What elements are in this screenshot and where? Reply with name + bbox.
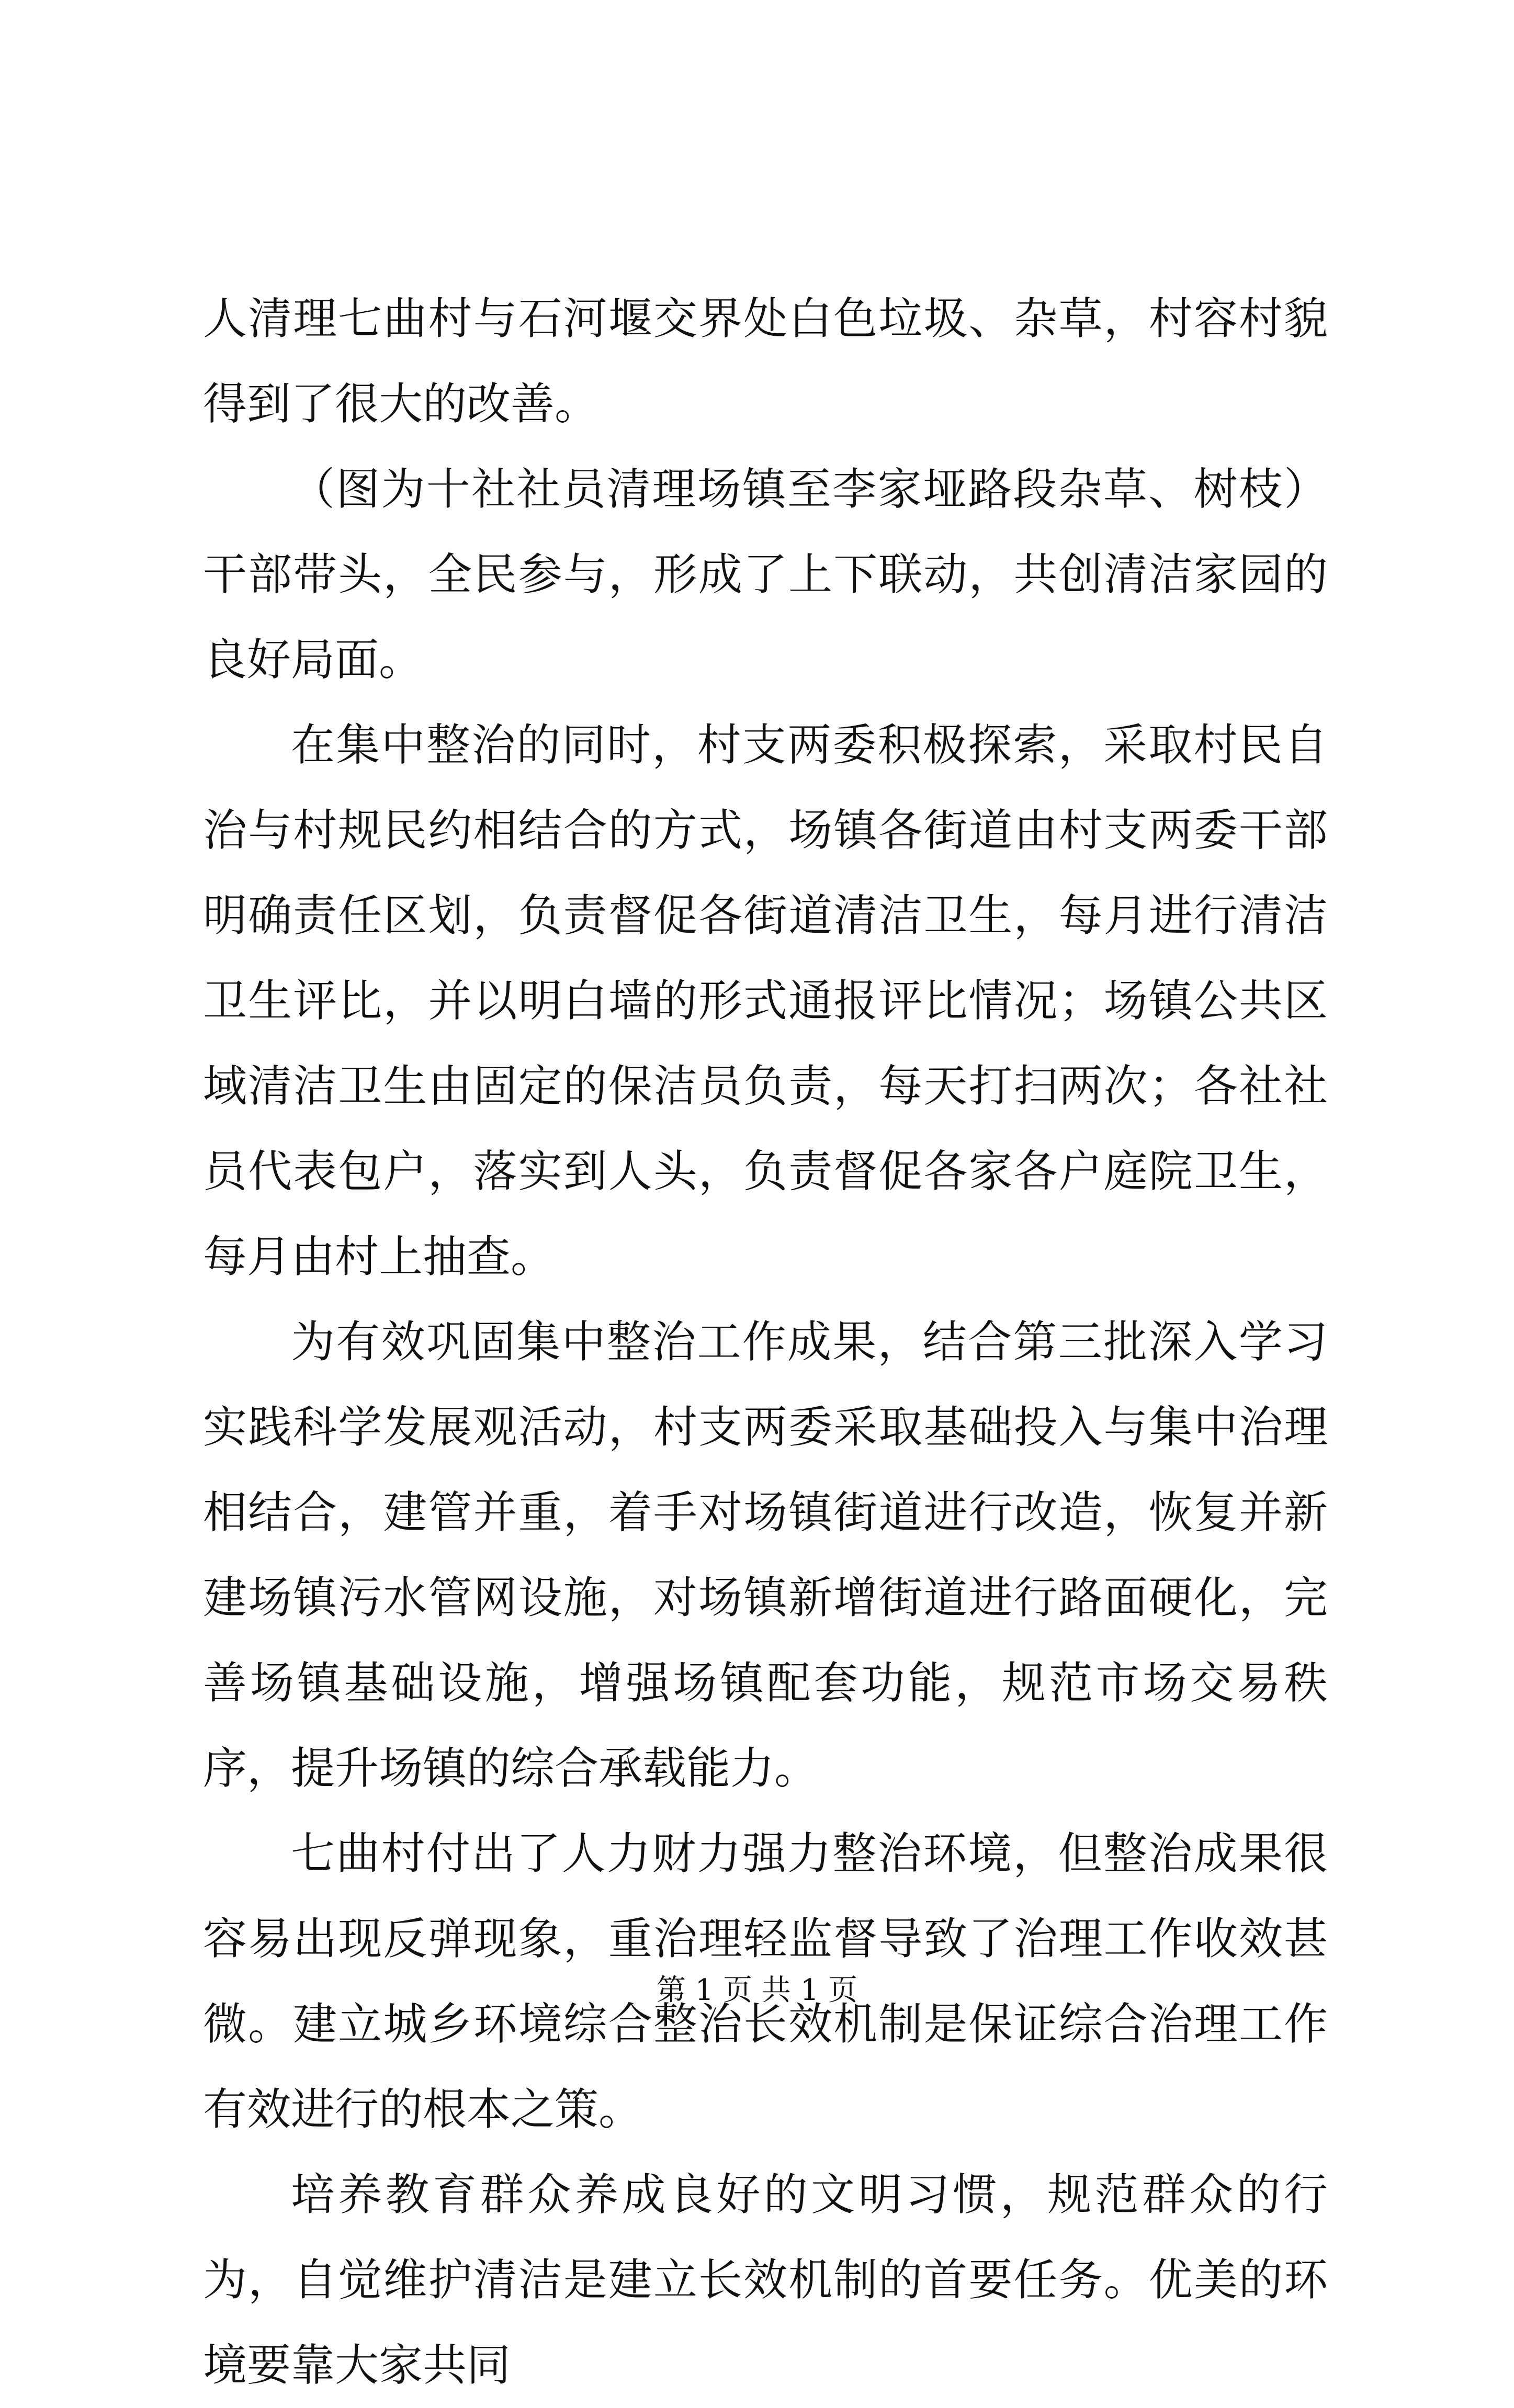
paragraph-3: 在集中整治的同时，村支两委积极探索，采取村民自治与村规民约相结合的方式，场镇各街道由村支两委干部明确责任区划，负责督促各街道清洁卫生，每月进行清洁卫生评比，并以明白墙的形式通报评比情况；场镇公共区域清洁卫生由固定的保洁员负责，每天打扫两次；各社社员代表包户，落实到人头，负责督促各家各户庭院卫生，每月由村上抽查。 <box>203 719 1328 1282</box>
paragraph-2: （图为十社社员清理场镇至李家垭路段杂草、树枝）干部带头，全民参与，形成了上下联动，共创清洁家园的良好局面。 <box>203 463 1328 685</box>
paragraph-1: 人清理七曲村与石河堰交界处白色垃圾、杂草，村容村貌得到了很大的改善。 <box>203 293 1328 429</box>
page-number-footer: 第 1 页 共 1 页 <box>656 1973 858 2007</box>
paragraph-5: 七曲村付出了人力财力强力整治环境，但整治成果很容易出现反弹现象，重治理轻监督导致了治理工作收效甚微。建立城乡环境综合整治长效机制是保证综合治理工作有效进行的根本之策。 <box>203 1828 1328 2135</box>
document-body <box>203 276 1328 2408</box>
paragraph-6: 培养教育群众养成良好的文明习惯，规范群众的行为，自觉维护清洁是建立长效机制的首要任务。优美的环境要靠大家共同 <box>203 2169 1328 2391</box>
paragraph-4: 为有效巩固集中整治工作成果，结合第三批深入学习实践科学发展观活动，村支两委采取基础投入与集中治理相结合，建管并重，着手对场镇街道进行改造，恢复并新建场镇污水管网设施，对场镇新增街道进行路面硬化，完善场镇基础设施，增强场镇配套功能，规范市场交易秩序，提升场镇的综合承载能力。 <box>203 1316 1328 1794</box>
